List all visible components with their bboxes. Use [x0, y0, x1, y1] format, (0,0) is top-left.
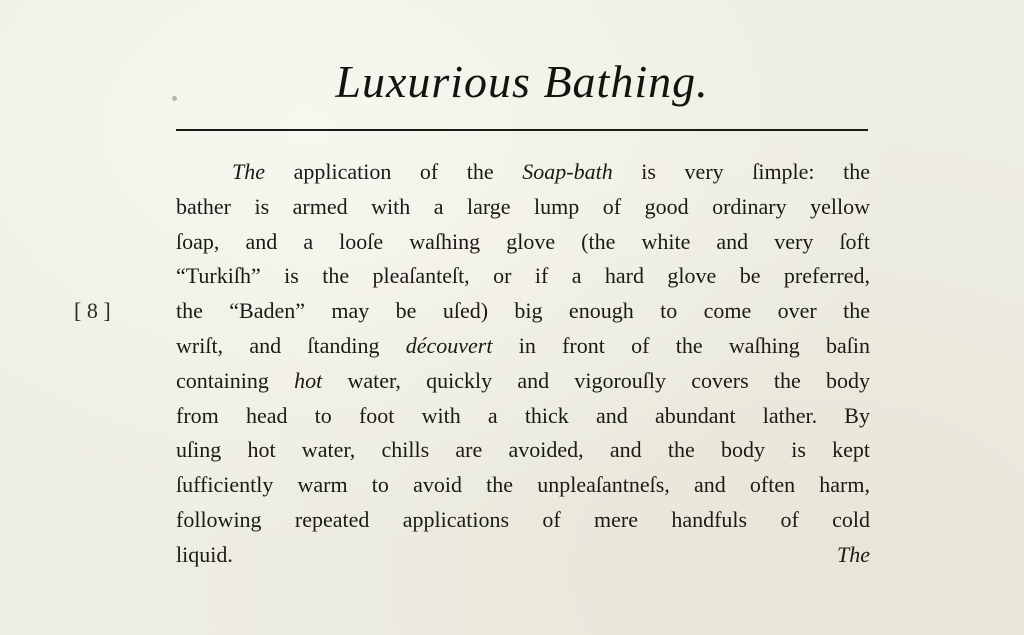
text-line: the “Baden” may be uſed) big enough to come over the [176, 298, 870, 324]
catchword: The [837, 541, 870, 567]
text-line [176, 155, 870, 190]
text-line: uſing hot water, chills are avoided, and the body is kept [176, 437, 870, 463]
text-run: in front of the waſhing baſin [492, 332, 870, 358]
text-line [176, 329, 870, 364]
heading-rule [176, 129, 868, 131]
text-run: water, quickly and vigorouſly covers the body [322, 367, 870, 393]
text-line-last [176, 538, 870, 573]
page-number-marker: [ 8 ] [74, 298, 111, 323]
text-italic: découvert [405, 332, 493, 358]
text-line: “Turkiſh” is the pleaſanteſt, or if a hard glove be preferred, [176, 263, 870, 289]
text-line: from head to foot with a thick and abundant lather. By [176, 402, 870, 428]
text-line: bather is armed with a large lump of good ordinary yellow [176, 193, 870, 219]
page-heading: Luxurious Bathing. [335, 56, 709, 107]
text-line [176, 364, 870, 399]
text-italic: Soap-bath [522, 159, 613, 184]
text-run: wriſt, and ſtanding [176, 332, 406, 358]
text-line: following repeated applications of mere handfuls of cold [176, 506, 870, 532]
text-run: containing [176, 367, 295, 393]
text-run: is very ſimple: the [612, 159, 870, 184]
text-line: ſoap, and a looſe waſhing glove (the white and very ſoft [176, 228, 870, 254]
text-italic: The [232, 159, 265, 184]
text-run: application of the [265, 159, 523, 184]
text-run: liquid. [176, 541, 233, 567]
body-paragraph [176, 155, 870, 573]
text-line: ſufficiently warm to avoid the unpleaſantneſs, and often harm, [176, 472, 870, 498]
text-italic: hot [294, 367, 323, 393]
